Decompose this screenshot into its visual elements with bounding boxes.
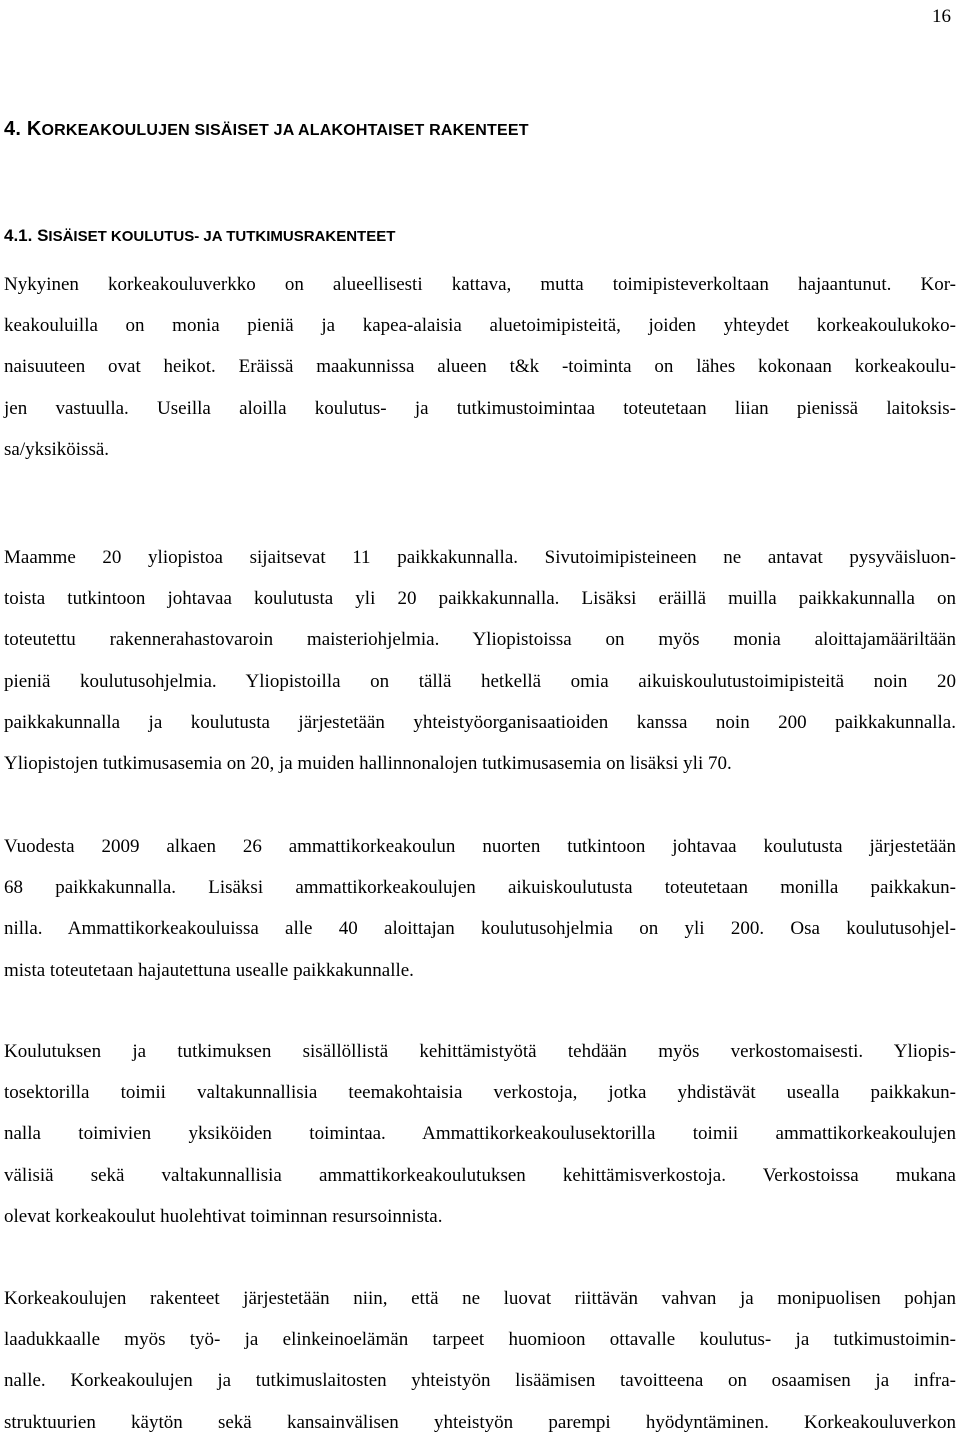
paragraph-line: nilla. Ammattikorkeakouluissa alle 40 aloittajan koulutusohjelmia on yli 200. Osa koulutusohjel- [4, 918, 956, 940]
page-number: 16 [932, 6, 951, 27]
paragraph-line: naisuuteen ovat heikot. Eräissä maakunnissa alueen t&k -toiminta on lähes kokonaan korkeakoulu- [4, 356, 956, 378]
paragraph-line: laadukkaalle myös työ- ja elinkeinoelämän tarpeet huomioon ottavalle koulutus- ja tutkimustoimin- [4, 1329, 956, 1351]
paragraph-line: Koulutuksen ja tutkimuksen sisällöllistä kehittämistyötä tehdään myös verkostomaisesti. Yliopis- [4, 1041, 956, 1062]
paragraph-network-overview [4, 264, 956, 470]
paragraph-line: mista toteutetaan hajautettuna usealle paikkakunnalle. [4, 959, 414, 981]
paragraph-line: 68 paikkakunnalla. Lisäksi ammattikorkeakoulujen aikuiskoulutusta toteutetaan monilla paikkakun- [4, 877, 956, 899]
paragraph-networks [4, 1031, 956, 1237]
paragraph-line: nalla toimivien yksiköiden toimintaa. Ammattikorkeakoulusektorilla toimii ammattikorkeakoulujen [4, 1123, 956, 1145]
paragraph-line: nalle. Korkeakoulujen ja tutkimuslaitosten yhteistyön lisäämisen tavoitteena on osaamisen ja infra- [4, 1370, 956, 1392]
subsection-heading-number: 4.1. S [4, 226, 49, 245]
paragraph-line: toteutettu rakennerahastovaroin maisteriohjelmia. Yliopistoissa on myös monia aloittajamääriltään [4, 629, 956, 651]
section-heading-text: ORKEAKOULUJEN SISÄISET JA ALAKOHTAISET RAKENTEET [41, 122, 529, 139]
paragraph-line: Korkeakoulujen rakenteet järjestetään niin, että ne luovat riittävän vahvan ja monipuolisen pohjan [4, 1288, 956, 1309]
paragraph-line: tosektorilla toimii valtakunnallisia teemakohtaisia verkostoja, jotka yhdistävät usealla paikkakun- [4, 1082, 956, 1104]
paragraph-line: Nykyinen korkeakouluverkko on alueellisesti kattava, mutta toimipisteverkoltaan hajaantunut. Kor- [4, 274, 956, 295]
paragraph-line: Vuodesta 2009 alkaen 26 ammattikorkeakoulun nuorten tutkintoon johtavaa koulutusta järjestetään [4, 836, 956, 857]
paragraph-line: olevat korkeakoulut huolehtivat toiminnan resursoinnista. [4, 1205, 443, 1227]
paragraph-line: struktuurien käytön sekä kansainvälisen yhteistyön parempi hyödyntäminen. Korkeakouluverkon [4, 1411, 956, 1433]
paragraph-line: välisiä sekä valtakunnallisia ammattikorkeakoulutuksen kehittämisverkostoja. Verkostoissa mukana [4, 1164, 956, 1186]
paragraph-line: sa/yksiköissä. [4, 438, 110, 460]
paragraph-line: jen vastuulla. Useilla aloilla koulutus- ja tutkimustoimintaa toteutetaan liian pienissä laitoksis- [4, 397, 956, 419]
paragraph-line: keakouluilla on monia pieniä ja kapea-alaisia aluetoimipisteitä, joiden yhteydet korkeakoulukoko- [4, 315, 956, 337]
subsection-heading-text: ISÄISET KOULUTUS- JA TUTKIMUSRAKENTEET [48, 228, 396, 245]
paragraph-universities [4, 537, 956, 784]
section-heading-number: 4. K [4, 118, 42, 140]
paragraph-polytechnics [4, 826, 956, 991]
section-heading [4, 118, 529, 141]
paragraph-line: pieniä koulutusohjelmia. Yliopistoilla on tällä hetkellä omia aikuiskoulutustoimipisteitä noin 20 [4, 670, 956, 692]
paragraph-line: paikkakunnalla ja koulutusta järjestetään yhteistyöorganisaatioiden kanssa noin 200 paikkakunnalla. [4, 711, 956, 733]
subsection-heading [4, 226, 395, 246]
paragraph-structures [4, 1278, 956, 1436]
paragraph-line: Yliopistojen tutkimusasemia on 20, ja muiden hallinnonalojen tutkimusasemia on lisäksi yli 70. [4, 753, 732, 775]
paragraph-line: toista tutkintoon johtavaa koulutusta yli 20 paikkakunnalla. Lisäksi eräillä muilla paikkakunnalla on [4, 588, 956, 610]
paragraph-line: Maamme 20 yliopistoa sijaitsevat 11 paikkakunnalla. Sivutoimipisteineen ne antavat pysyväisluon- [4, 547, 956, 568]
